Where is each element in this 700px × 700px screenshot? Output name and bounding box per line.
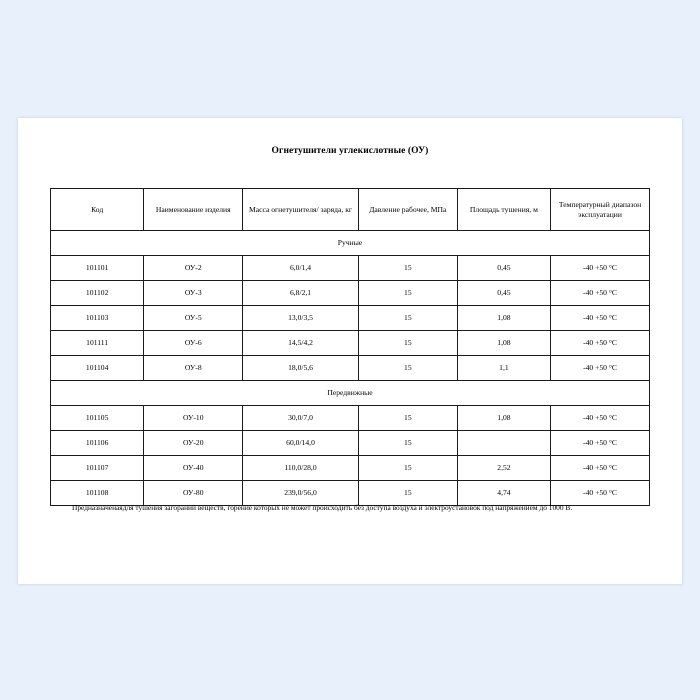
cell-code: 101111 xyxy=(51,331,144,356)
footnote xyxy=(50,503,650,514)
cell-name: ОУ-5 xyxy=(144,306,243,331)
cell-name: ОУ-10 xyxy=(144,406,243,431)
cell-code: 101107 xyxy=(51,456,144,481)
cell-code: 101101 xyxy=(51,256,144,281)
spec-table xyxy=(50,188,650,506)
cell-mass: 110,0/28,0 xyxy=(243,456,359,481)
cell-mass: 60,0/14,0 xyxy=(243,431,359,456)
cell-code: 101108 xyxy=(51,481,144,506)
cell-code: 101106 xyxy=(51,431,144,456)
cell-area xyxy=(457,431,550,456)
cell-name: ОУ-3 xyxy=(144,281,243,306)
cell-code: 101105 xyxy=(51,406,144,431)
document-page xyxy=(18,118,682,584)
column-header-code: Код xyxy=(51,189,144,231)
table-row xyxy=(51,356,650,381)
cell-mass: 13,0/3,5 xyxy=(243,306,359,331)
cell-temperature: -40 +50 °C xyxy=(551,356,650,381)
cell-mass: 14,5/4,2 xyxy=(243,331,359,356)
table-row xyxy=(51,431,650,456)
cell-area: 1,08 xyxy=(457,406,550,431)
cell-pressure: 15 xyxy=(358,256,457,281)
cell-pressure: 15 xyxy=(358,406,457,431)
cell-pressure: 15 xyxy=(358,281,457,306)
section-header-row xyxy=(51,231,650,256)
cell-code: 101103 xyxy=(51,306,144,331)
cell-mass: 6,0/1,4 xyxy=(243,256,359,281)
cell-pressure: 15 xyxy=(358,306,457,331)
table-header xyxy=(51,189,650,231)
column-header-temperature: Температурный диапазон эксплуатации xyxy=(551,189,650,231)
cell-name: ОУ-8 xyxy=(144,356,243,381)
cell-pressure: 15 xyxy=(358,481,457,506)
cell-area: 1,08 xyxy=(457,331,550,356)
column-header-mass: Масса огнетушителя/ заряда, кг xyxy=(243,189,359,231)
cell-name: ОУ-40 xyxy=(144,456,243,481)
cell-area: 4,74 xyxy=(457,481,550,506)
cell-pressure: 15 xyxy=(358,431,457,456)
table-row xyxy=(51,281,650,306)
column-header-name: Наименование изделия xyxy=(144,189,243,231)
table-header-row xyxy=(51,189,650,231)
cell-temperature: -40 +50 °C xyxy=(551,456,650,481)
cell-temperature: -40 +50 °C xyxy=(551,256,650,281)
table-row xyxy=(51,481,650,506)
cell-pressure: 15 xyxy=(358,356,457,381)
cell-temperature: -40 +50 °C xyxy=(551,306,650,331)
table-row xyxy=(51,256,650,281)
cell-name: ОУ-20 xyxy=(144,431,243,456)
table-body xyxy=(51,231,650,506)
section-header-row xyxy=(51,381,650,406)
cell-area: 2,52 xyxy=(457,456,550,481)
cell-code: 101102 xyxy=(51,281,144,306)
cell-temperature: -40 +50 °C xyxy=(551,431,650,456)
cell-temperature: -40 +50 °C xyxy=(551,331,650,356)
cell-temperature: -40 +50 °C xyxy=(551,281,650,306)
cell-area: 1,08 xyxy=(457,306,550,331)
spec-table-container xyxy=(50,188,650,506)
column-header-area: Площадь тушения, м xyxy=(457,189,550,231)
cell-name: ОУ-80 xyxy=(144,481,243,506)
cell-mass: 30,0/7,0 xyxy=(243,406,359,431)
table-row xyxy=(51,456,650,481)
section-label-manual: Ручные xyxy=(51,231,650,256)
table-row xyxy=(51,331,650,356)
cell-name: ОУ-6 xyxy=(144,331,243,356)
table-row xyxy=(51,406,650,431)
cell-pressure: 15 xyxy=(358,331,457,356)
cell-pressure: 15 xyxy=(358,456,457,481)
cell-mass: 18,0/5,6 xyxy=(243,356,359,381)
section-label-mobile: Передвижные xyxy=(51,381,650,406)
cell-area: 1,1 xyxy=(457,356,550,381)
cell-mass: 239,0/56,0 xyxy=(243,481,359,506)
footnote-line-2: до 1000 В. xyxy=(539,503,573,512)
cell-temperature: -40 +50 °C xyxy=(551,481,650,506)
footnote-line-1: Предназначенаядля тушения загораний веществ, горение которых не может происходить без доступа воздуха и электроустановок под напряжением xyxy=(72,503,538,512)
table-row xyxy=(51,306,650,331)
page-title: Огнетушители углекислотные (ОУ) xyxy=(271,146,429,156)
cell-area: 0,45 xyxy=(457,256,550,281)
cell-name: ОУ-2 xyxy=(144,256,243,281)
cell-code: 101104 xyxy=(51,356,144,381)
cell-temperature: -40 +50 °C xyxy=(551,406,650,431)
column-header-pressure: Давление рабочее, МПа xyxy=(358,189,457,231)
cell-area: 0,45 xyxy=(457,281,550,306)
cell-mass: 6,8/2,1 xyxy=(243,281,359,306)
